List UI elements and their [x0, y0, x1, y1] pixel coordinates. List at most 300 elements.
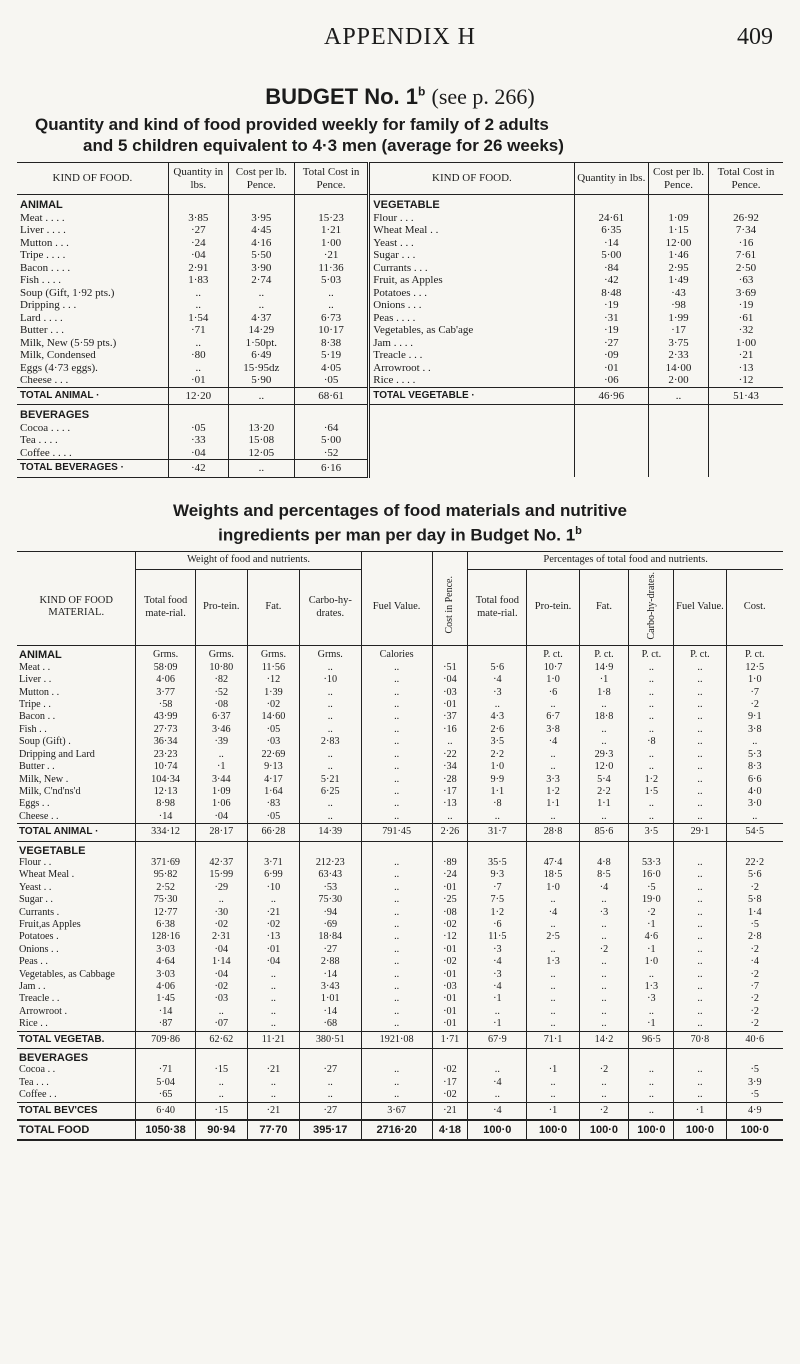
cell-value: .. — [629, 761, 674, 773]
cell-value: 100·0 — [527, 1120, 579, 1140]
cell-value: 1·2 — [629, 774, 674, 786]
cell-value: 85·6 — [579, 824, 629, 841]
cell-value: 4·37 — [228, 312, 294, 325]
food-name: Rice . . . . — [369, 374, 574, 387]
cell-value: .. — [674, 749, 726, 761]
cell-value: ·5 — [726, 1089, 783, 1102]
cell-value: 1·00 — [294, 237, 368, 250]
food-name: Onions . . . — [369, 299, 574, 312]
table1-body — [17, 195, 783, 478]
cell-value: .. — [674, 811, 726, 824]
cell-value: 2·95 — [649, 262, 709, 275]
budget-title-sup: b — [418, 84, 426, 99]
cell-value: ·04 — [195, 811, 247, 824]
cell-value: .. — [228, 460, 294, 478]
cell-value: ·2 — [579, 1064, 629, 1076]
table-row — [17, 224, 783, 237]
cell-value: 46·96 — [574, 387, 648, 405]
total-row — [17, 1102, 783, 1120]
cell-value: 1·3 — [527, 956, 579, 968]
cell-value: 53·3 — [629, 857, 674, 869]
cell-value: ·21 — [432, 1102, 468, 1120]
cell-value: 12·20 — [168, 387, 228, 405]
cell-value: .. — [527, 749, 579, 761]
t1-h-total: Total Cost in Pence. — [294, 163, 368, 195]
food-name: Liver . . — [19, 674, 52, 686]
cell-value: 10·7 — [527, 662, 579, 674]
cell-value: 104·34 — [136, 774, 195, 786]
cell-value: 5·4 — [579, 774, 629, 786]
section-heading: ANIMAL — [19, 649, 62, 662]
cell-value: .. — [247, 969, 299, 981]
food-name: TOTAL VEGETAB. — [17, 1031, 136, 1048]
cell-value: .. — [361, 811, 432, 824]
total-row — [17, 1031, 783, 1048]
cell-value: .. — [361, 798, 432, 810]
cell-value: ·02 — [247, 699, 299, 711]
cell-value: 1·0 — [527, 674, 579, 686]
cell-value: ·16 — [709, 237, 783, 250]
empty-cell — [369, 460, 574, 478]
cell-value: .. — [432, 736, 468, 748]
t2-h-col-12: Cost. — [726, 569, 783, 646]
empty-cell — [527, 1049, 579, 1065]
cell-value: 13·20 — [228, 422, 294, 435]
cell-value: ·05 — [168, 422, 228, 435]
cell-value: 8·5 — [579, 869, 629, 881]
table-row — [17, 882, 783, 894]
cell-value: ·3 — [629, 993, 674, 1005]
table-row — [17, 674, 783, 686]
cell-value: .. — [247, 1077, 299, 1089]
cell-value: 19·0 — [629, 894, 674, 906]
empty-cell — [574, 460, 648, 478]
cell-value: 4·16 — [228, 237, 294, 250]
empty-cell — [468, 841, 527, 857]
cell-value: 1·99 — [649, 312, 709, 325]
cell-value: 3·71 — [247, 857, 299, 869]
cell-value: 18·8 — [579, 711, 629, 723]
cell-value: 14·00 — [649, 362, 709, 375]
cell-value: .. — [361, 1006, 432, 1018]
unit-label: Grms. — [299, 646, 361, 662]
cell-value: .. — [361, 981, 432, 993]
cell-value: ·71 — [136, 1064, 195, 1076]
cell-value: .. — [629, 1064, 674, 1076]
cell-value: 47·4 — [527, 857, 579, 869]
t2-h-col-2: Pro-tein. — [195, 569, 247, 646]
cell-value: ·5 — [629, 882, 674, 894]
cell-value: ·10 — [299, 674, 361, 686]
table-row — [17, 460, 783, 478]
table-row — [17, 981, 783, 993]
cell-value: 5·19 — [294, 349, 368, 362]
unit-label: Grms. — [136, 646, 195, 662]
t1-h-kind: KIND OF FOOD. — [17, 163, 168, 195]
cell-value: .. — [299, 1089, 361, 1102]
empty-cell — [674, 1049, 726, 1065]
cell-value: 3·9 — [726, 1077, 783, 1089]
cell-value: .. — [674, 699, 726, 711]
table1-header-row — [17, 163, 783, 195]
cell-value: 4·45 — [228, 224, 294, 237]
food-name: TOTAL BEV'CES — [17, 1102, 136, 1120]
t2-h-col-6 — [432, 569, 468, 646]
table1-caption-line1: Quantity and kind of food provided weekly for family of 2 adults — [35, 115, 549, 134]
cell-value: .. — [629, 1089, 674, 1102]
cell-value: 100·0 — [629, 1120, 674, 1140]
cell-value: ·6 — [527, 687, 579, 699]
cell-value: 1·01 — [299, 993, 361, 1005]
cell-value: .. — [629, 1077, 674, 1089]
empty-cell — [299, 1049, 361, 1065]
cell-value: ·22 — [432, 749, 468, 761]
empty-cell — [649, 405, 709, 422]
cell-value: .. — [468, 811, 527, 824]
cell-value: ·21 — [709, 349, 783, 362]
cell-value: ·6 — [468, 919, 527, 931]
cell-value: .. — [294, 299, 368, 312]
budget-title-text: BUDGET No. 1 — [265, 84, 419, 109]
cell-value: .. — [629, 674, 674, 686]
cell-value: 3·03 — [136, 944, 195, 956]
cell-value: .. — [247, 1018, 299, 1031]
table1-caption-line2: and 5 children equivalent to 4·3 men (average for 26 weeks) — [83, 136, 564, 155]
empty-cell — [574, 422, 648, 435]
cell-value: .. — [299, 811, 361, 824]
cell-value: .. — [247, 1089, 299, 1102]
table-row — [17, 774, 783, 786]
cell-value: ·2 — [726, 1018, 783, 1031]
cell-value: .. — [674, 919, 726, 931]
cell-value: .. — [361, 907, 432, 919]
food-name: Fruit, as Apples — [369, 274, 574, 287]
t2-h-col-5: Fuel Value. — [361, 569, 432, 646]
cell-value: ·13 — [247, 931, 299, 943]
food-name: Milk, C'nd'ns'd — [19, 785, 81, 797]
cell-value: ·04 — [168, 249, 228, 262]
cell-value: 1·83 — [168, 274, 228, 287]
food-name: Soup (Gift, 1·92 pts.) — [20, 286, 115, 299]
food-name: Fish . . — [19, 723, 47, 735]
cell-value: ·64 — [294, 422, 368, 435]
cell-value: 18·5 — [527, 869, 579, 881]
cell-value: .. — [527, 761, 579, 773]
cell-value: 15·23 — [294, 212, 368, 225]
cell-value: .. — [674, 724, 726, 736]
cell-value: 2·2 — [579, 786, 629, 798]
cell-value: .. — [361, 736, 432, 748]
table-row — [17, 711, 783, 723]
cell-value: 709·86 — [136, 1031, 195, 1048]
cell-value: 1·8 — [579, 687, 629, 699]
cell-value: .. — [579, 969, 629, 981]
t1-h-cost2: Cost per lb. Pence. — [649, 163, 709, 195]
cell-value: ·4 — [579, 882, 629, 894]
cell-value: .. — [674, 711, 726, 723]
cell-value: 70·8 — [674, 1031, 726, 1048]
unit-label: Calories — [361, 646, 432, 662]
cell-value: ·37 — [432, 711, 468, 723]
cell-value: ·7 — [726, 687, 783, 699]
cell-value: 26·92 — [709, 212, 783, 225]
grand-total-row — [17, 1120, 783, 1140]
cell-value: 42·37 — [195, 857, 247, 869]
unit-label: Grms. — [247, 646, 299, 662]
cell-value: .. — [294, 287, 368, 300]
cell-value: 7·61 — [709, 249, 783, 262]
empty-cell — [649, 422, 709, 435]
cell-value: ·06 — [574, 374, 648, 387]
cell-value: .. — [247, 993, 299, 1005]
cell-value: .. — [299, 711, 361, 723]
cell-value: 5·90 — [228, 374, 294, 387]
cell-value: 1·5 — [629, 786, 674, 798]
cell-value: 7·5 — [468, 894, 527, 906]
cell-value: 1·71 — [432, 1031, 468, 1048]
cell-value: .. — [674, 969, 726, 981]
food-name: Flour . . — [19, 856, 52, 868]
food-name: Jam . . . . — [369, 337, 574, 350]
cell-value: .. — [195, 1006, 247, 1018]
cell-value: ·04 — [195, 969, 247, 981]
table1-caption — [35, 114, 783, 156]
cell-value: .. — [579, 1018, 629, 1031]
cell-value: 2·2 — [468, 749, 527, 761]
cell-value: 10·80 — [195, 662, 247, 674]
cell-value: 3·44 — [195, 774, 247, 786]
cell-value: 1·64 — [247, 786, 299, 798]
cell-value: ·4 — [527, 907, 579, 919]
cell-value: .. — [674, 894, 726, 906]
cell-value: .. — [228, 287, 294, 300]
cell-value: 8·48 — [574, 287, 648, 300]
cell-value: .. — [674, 1077, 726, 1089]
cell-value: 6·25 — [299, 786, 361, 798]
cell-value: 36·34 — [136, 736, 195, 748]
cell-value: ·2 — [726, 944, 783, 956]
cell-value: 6·6 — [726, 774, 783, 786]
cell-value: ·83 — [247, 798, 299, 810]
cell-value: ·3 — [468, 944, 527, 956]
empty-cell — [574, 405, 648, 422]
cell-value: .. — [674, 687, 726, 699]
empty-cell — [574, 447, 648, 460]
cell-value: ·02 — [432, 919, 468, 931]
cell-value: 6·99 — [247, 869, 299, 881]
cell-value: ·1 — [468, 1018, 527, 1031]
cell-value: 3·69 — [709, 287, 783, 300]
cell-value: ·5 — [726, 1064, 783, 1076]
cell-value: ·04 — [247, 956, 299, 968]
total-label: TOTAL BEVERAGES · — [17, 460, 168, 478]
weekly-food-table — [17, 162, 783, 478]
t2-h-col-7: Total food mate-rial. — [468, 569, 527, 646]
cell-value: .. — [299, 749, 361, 761]
empty-cell — [136, 1049, 195, 1065]
empty-cell — [574, 195, 648, 212]
cell-value: 24·61 — [574, 212, 648, 225]
table-row — [17, 1089, 783, 1102]
cell-value: ·04 — [168, 447, 228, 460]
cell-value: 15·95dz — [228, 362, 294, 375]
cell-value: 1·50pt. — [228, 337, 294, 350]
table-row — [17, 274, 783, 287]
cell-value: .. — [674, 736, 726, 748]
cell-value: 3·95 — [228, 212, 294, 225]
food-name: Lard . . . . — [20, 311, 63, 324]
cell-value: .. — [674, 798, 726, 810]
cell-value: ·12 — [432, 931, 468, 943]
cell-value: 15·99 — [195, 869, 247, 881]
cell-value: .. — [629, 699, 674, 711]
food-name: Mutton . . . — [20, 236, 69, 249]
food-name: Peas . . . . — [369, 312, 574, 325]
cell-value: .. — [629, 1006, 674, 1018]
table2-caption-line1: Weights and percentages of food materials and nutritive — [172, 500, 628, 520]
cell-value: 11·36 — [294, 262, 368, 275]
cell-value: ·14 — [136, 1006, 195, 1018]
cell-value: 3·5 — [629, 824, 674, 841]
cell-value: .. — [629, 1102, 674, 1120]
cell-value: .. — [361, 761, 432, 773]
cell-value: ·82 — [195, 674, 247, 686]
cell-value: ·2 — [726, 882, 783, 894]
cell-value: .. — [674, 869, 726, 881]
cell-value: 77·70 — [247, 1120, 299, 1140]
t2-h-col-4: Carbo-hy-drates. — [299, 569, 361, 646]
cell-value: .. — [299, 687, 361, 699]
cell-value: 5·03 — [294, 274, 368, 287]
cell-value: ·13 — [432, 798, 468, 810]
cell-value: .. — [361, 711, 432, 723]
cell-value: ·4 — [726, 956, 783, 968]
empty-cell — [228, 195, 294, 212]
cell-value: 8·38 — [294, 337, 368, 350]
cell-value: ·08 — [195, 699, 247, 711]
food-name: Coffee . . — [19, 1089, 57, 1101]
cell-value: 3·75 — [649, 337, 709, 350]
t2-h-col-3: Fat. — [247, 569, 299, 646]
cell-value: ·61 — [709, 312, 783, 325]
cell-value: 6·40 — [136, 1102, 195, 1120]
food-name: Potatoes . — [19, 931, 59, 943]
table-row — [17, 447, 783, 460]
t2-h-col-11: Fuel Value. — [674, 569, 726, 646]
cell-value: ·01 — [432, 944, 468, 956]
cell-value: 2·52 — [136, 882, 195, 894]
cell-value: .. — [468, 699, 527, 711]
cell-value: 5·00 — [294, 434, 368, 447]
cell-value: 2·50 — [709, 262, 783, 275]
table-row — [17, 262, 783, 275]
cell-value: 62·62 — [195, 1031, 247, 1048]
section-row — [17, 841, 783, 857]
table-row — [17, 405, 783, 422]
empty-cell — [195, 1049, 247, 1065]
t1-h-qty2: Quantity in lbs. — [574, 163, 648, 195]
table-row — [17, 422, 783, 435]
cell-value: ·5 — [726, 919, 783, 931]
table-row — [17, 237, 783, 250]
t2-group-header-row — [17, 552, 783, 569]
cell-value: 18·84 — [299, 931, 361, 943]
cell-value: ·01 — [247, 944, 299, 956]
table2-caption-line2-wrap — [17, 521, 783, 546]
cell-value: 791·45 — [361, 824, 432, 841]
cell-value: 63·43 — [299, 869, 361, 881]
cell-value: 75·30 — [299, 894, 361, 906]
cell-value: ·02 — [432, 1064, 468, 1076]
cell-value: 4·0 — [726, 786, 783, 798]
running-title: APPENDIX H — [323, 24, 476, 50]
t2-h-vert-6: Cost in Pence. — [444, 576, 456, 634]
cell-value: ·09 — [574, 349, 648, 362]
table-row — [17, 374, 783, 387]
food-name: Fish . . . . — [20, 274, 61, 286]
cell-value: 22·2 — [726, 857, 783, 869]
cell-value: .. — [579, 1006, 629, 1018]
cell-value: 12·00 — [649, 237, 709, 250]
cell-value: 2·5 — [527, 931, 579, 943]
table-row — [17, 699, 783, 711]
cell-value: ·30 — [195, 907, 247, 919]
table-row — [17, 969, 783, 981]
food-name: Fruit,as Apples — [19, 918, 81, 930]
cell-value: 3·85 — [168, 212, 228, 225]
cell-value: 14·39 — [299, 824, 361, 841]
cell-value: ·01 — [432, 993, 468, 1005]
empty-cell — [136, 841, 195, 857]
cell-value: 23·23 — [136, 749, 195, 761]
cell-value: .. — [361, 969, 432, 981]
cell-value: 22·69 — [247, 749, 299, 761]
cell-value: .. — [527, 811, 579, 824]
food-name: Currants . — [19, 906, 60, 918]
cell-value: ·69 — [299, 919, 361, 931]
food-name: Tea . . . . — [20, 434, 58, 446]
cell-value: ·27 — [299, 1102, 361, 1120]
budget-title-ref: (see p. 266) — [431, 84, 535, 109]
cell-value: ·4 — [468, 1077, 527, 1089]
cell-value: .. — [299, 699, 361, 711]
table-row — [17, 662, 783, 674]
cell-value: .. — [195, 749, 247, 761]
cell-value: .. — [361, 857, 432, 869]
cell-value: .. — [361, 1064, 432, 1076]
food-name: Arrowroot . — [19, 1005, 68, 1017]
cell-value: 1·09 — [649, 212, 709, 225]
food-name: Milk, Condensed — [20, 349, 96, 361]
cell-value: .. — [361, 687, 432, 699]
empty-cell — [649, 195, 709, 212]
cell-value: ·02 — [432, 956, 468, 968]
cell-value: .. — [674, 931, 726, 943]
cell-value: .. — [579, 919, 629, 931]
food-name: Meat . . — [19, 661, 51, 673]
cell-value: ·42 — [168, 460, 228, 478]
table-row — [17, 324, 783, 337]
cell-value: 2716·20 — [361, 1120, 432, 1140]
food-name: Dripping and Lard — [19, 748, 95, 760]
table-row — [17, 1006, 783, 1018]
cell-value: ·21 — [247, 1102, 299, 1120]
food-name: Butter . . — [19, 761, 55, 773]
cell-value: ·4 — [468, 956, 527, 968]
cell-value: 2·00 — [649, 374, 709, 387]
food-name: Eggs (4·73 eggs). — [20, 361, 98, 374]
cell-value: ·58 — [136, 699, 195, 711]
